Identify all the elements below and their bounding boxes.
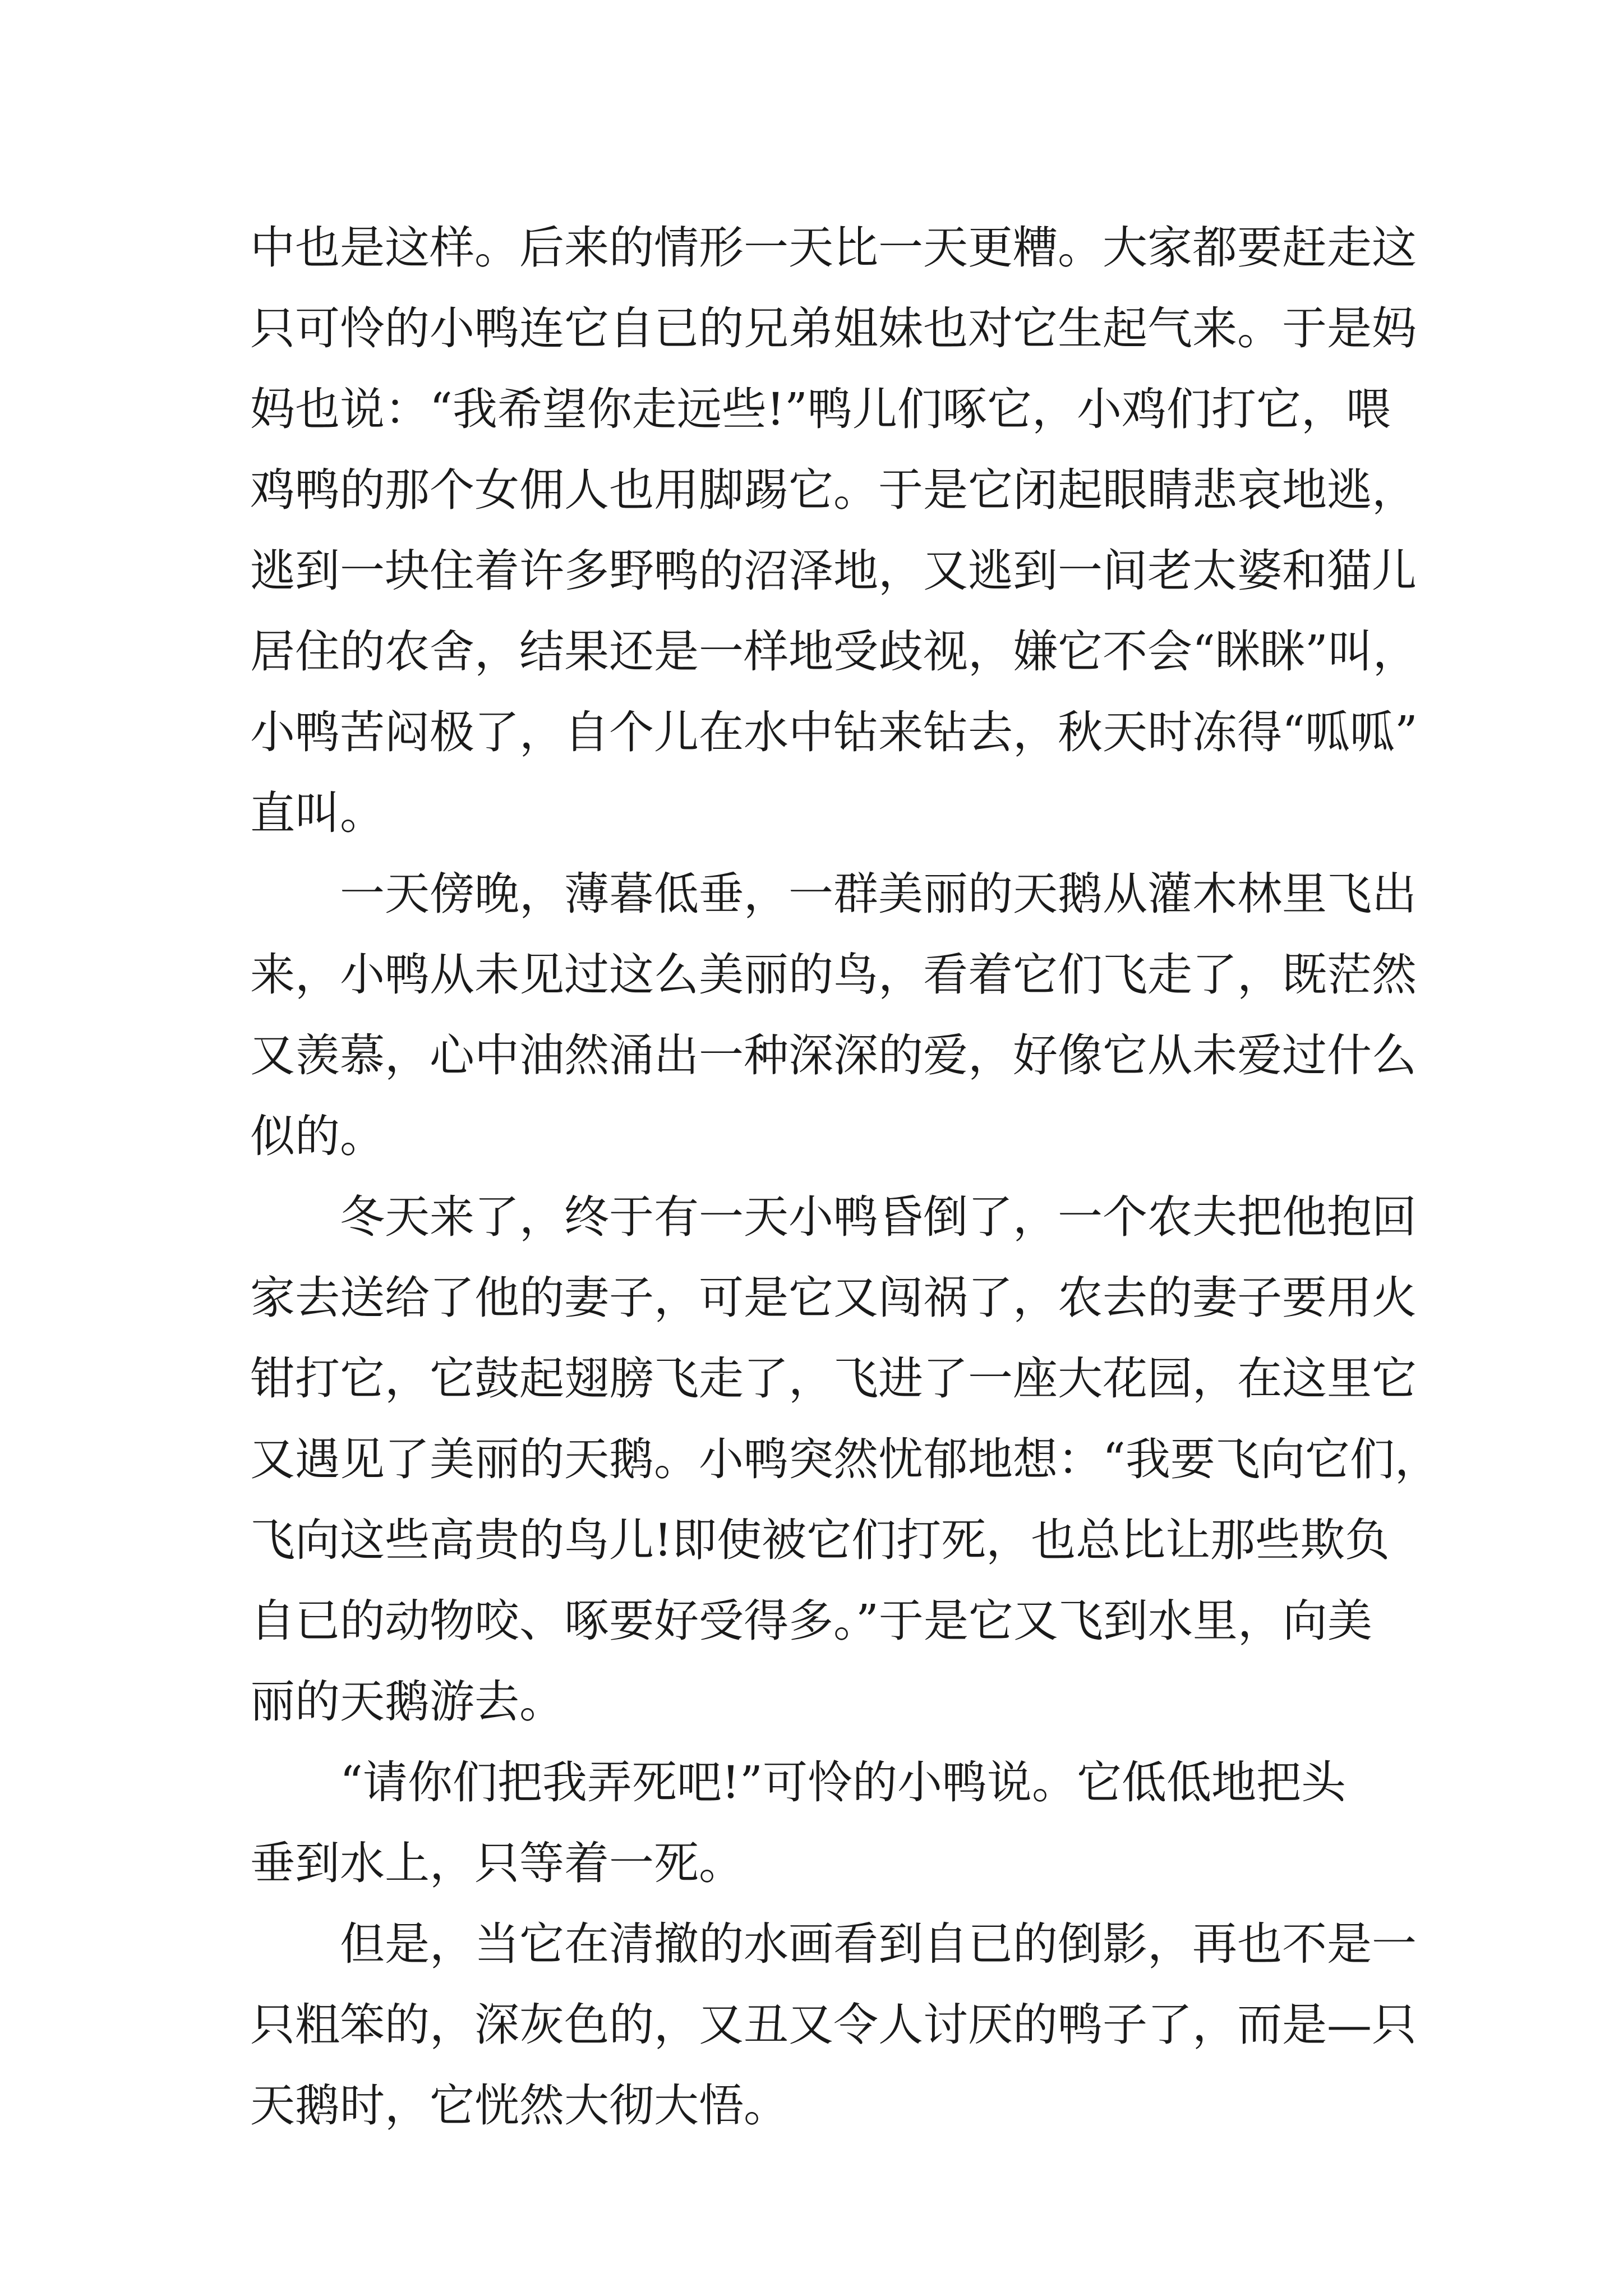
text-line: 直叫。 bbox=[250, 787, 385, 839]
text-line: 天鹅时，它恍然大彻大悟。 bbox=[250, 2079, 789, 2132]
text-line: 来，小鸭从未见过这么美丽的鸟，看着它们飞走了，既茫然 bbox=[250, 949, 1417, 1001]
text-line: 自已的动物咬、啄要好受得多。”于是它又飞到水里，向美 bbox=[250, 1595, 1372, 1647]
text-line: 又遇见了美丽的天鹅。小鸭突然忧郁地想：“我要飞向它们， bbox=[250, 1433, 1440, 1485]
text-line: 钳打它，它鼓起翅膀飞走了，飞进了一座大花园，在这里它 bbox=[250, 1352, 1417, 1405]
text-line: 但是，当它在清撤的水画看到自已的倒影，再也不是一 bbox=[250, 1918, 1417, 1970]
text-line: 又羡慕，心中油然涌出一种深深的爱，好像它从未爱过什么 bbox=[250, 1029, 1417, 1082]
text-line: 中也是这样。后来的情形一天比一天更糟。大家都要赶走这 bbox=[250, 222, 1417, 274]
text-line: 飞向这些高贵的鸟儿!即使被它们打死，也总比让那些欺负 bbox=[250, 1514, 1390, 1566]
text-line: 丽的天鹅游去。 bbox=[250, 1676, 564, 1728]
text-line: 妈也说：“我希望你走远些!”鸭儿们啄它，小鸡们打它，喂 bbox=[250, 383, 1391, 435]
text-line: 只粗笨的，深灰色的，又丑又令人讨厌的鸭子了，而是—只 bbox=[250, 1999, 1417, 2051]
text-line: 居住的农舍，结果还是一样地受歧视，嫌它不会“眯眯”叫， bbox=[250, 625, 1418, 678]
text-line: 垂到水上，只等着一死。 bbox=[250, 1837, 744, 1889]
text-line: 似的。 bbox=[250, 1110, 385, 1162]
text-line: “请你们把我弄死吧!”可怜的小鸭说。它低低地把头 bbox=[250, 1756, 1346, 1809]
text-line: 只可怜的小鸭连它自已的兄弟姐妹也对它生起气来。于是妈 bbox=[250, 302, 1417, 355]
text-line: 逃到一块住着许多野鸭的沼泽地，又逃到一间老太婆和猫儿 bbox=[250, 545, 1417, 597]
text-line: 家去送给了他的妻子，可是它又闯祸了，农去的妻子要用火 bbox=[250, 1272, 1417, 1324]
text-line: 一天傍晚，薄暮低垂，一群美丽的天鹅从灌木林里飞出 bbox=[250, 868, 1417, 920]
text-line: 小鸭苦闷极了，自个儿在水中钻来钻去，秋天时冻得“呱呱” bbox=[250, 706, 1418, 758]
text-line: 鸡鸭的那个女佣人也用脚踢它。于是它闭起眼睛悲哀地逃， bbox=[250, 464, 1417, 516]
text-line: 冬天来了，终于有一天小鸭昏倒了，一个农夫把他抱回 bbox=[250, 1191, 1417, 1243]
